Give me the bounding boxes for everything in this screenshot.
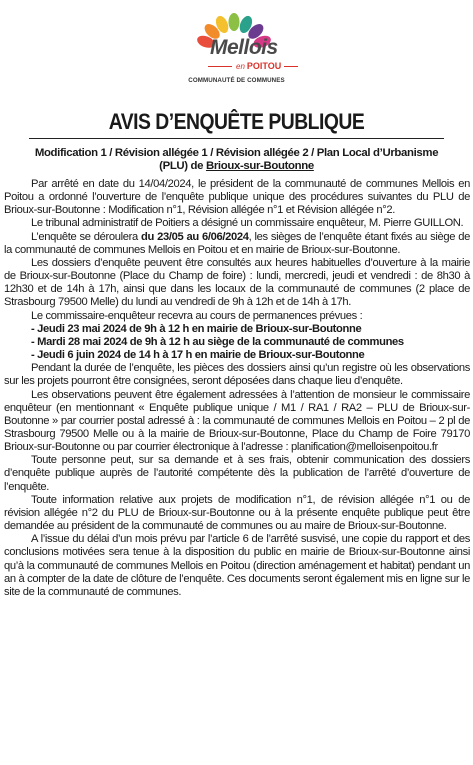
paragraph-dates (4, 231, 470, 257)
logo-line-left (208, 66, 232, 67)
paragraph-decree: Par arrêté en date du 14/04/2024, le président de la communauté de communes Mellois en Poitou a ordonné l’ouverture de l’enquête publique unique des procédures suivantes du PLU de Brioux-sur-Boutonne : Modification n°1, Révision allégée n°1 et Révision allégée n°2. (4, 178, 470, 217)
paragraph-permanences-intro: Le commissaire-enquêteur recevra au cours de permanences prévues : (31, 309, 363, 322)
logo-region-name: POITOU (246, 61, 282, 71)
paragraph-tribunal: Le tribunal administratif de Poitiers a désigné un commissaire enquêteur, M. Pierre GUILLON. (31, 217, 464, 230)
permanence-item-2: - Mardi 28 mai 2024 de 9h à 12 h au siège de la communauté de communes (31, 335, 404, 348)
logo-line-right (284, 66, 298, 67)
logo-brand: Mellois (210, 36, 278, 59)
subtitle-line-2 (6, 160, 467, 173)
paragraph-communication: Toute personne peut, sur sa demande et à ses frais, obtenir communication des dossiers d’enquête publique auprès de l’autorité compétente dès la publication de l’arrêté d’ouverture de l’enquête. (4, 454, 470, 493)
notice-body (4, 178, 470, 599)
paragraph-observations: Les observations peuvent être également adressées à l’attention de monsieur le commissaire enquêteur (en mentionnant « Enquête publique unique / M1 / RA1 / RA2 – PLU de Brioux-sur-Boutonne » par courrier postal adressé à : la communauté de communes Mellois en Poitou – 2 pl de Strasbourg 79500 Melle ou à la mairie de Brioux-sur-Boutonne, Place du Champ de Foire 79170 Brioux-sur-Boutonne ou par courrier électronique à l’adresse : planification@melloisenpoitou.fr (4, 388, 470, 454)
subtitle-commune: Brioux-sur-Boutonne (205, 160, 314, 172)
logo-tagline: COMMUNAUTÉ DE COMMUNES (188, 77, 285, 84)
paragraph-registers: Pendant la durée de l’enquête, les pièces des dossiers ainsi qu’un registre où les observations sur les projets pourront être consignées, seront déposées dans chaque lieu d’enquête. (4, 362, 470, 388)
permanence-item-1: - Jeudi 23 mai 2024 de 9h à 12 h en mairie de Brioux-sur-Boutonne (31, 322, 362, 335)
title-divider (29, 138, 444, 139)
logo (0, 0, 473, 98)
subtitle-line-1: Modification 1 / Révision allégée 1 / Révision allégée 2 / Plan Local d’Urbanisme (34, 147, 439, 159)
paragraph-consultation: Les dossiers d’enquête peuvent être consultés aux heures habituelles d’ouverture à la mairie de Brioux-sur-Boutonne (Place du Champ de foire) : lundi, mercredi, jeudi et vendredi : de 8h30 à 12h30 et de 14h à 17h, ainsi que dans les locaux de la communauté de communes (2 place de Strasbourg 79500 Melle) du lundi au vendredi de 9h à 12h et de 14h à 17h. (4, 256, 470, 309)
logo-petal (229, 13, 240, 31)
notice-title: AVIS D’ENQUÊTE PUBLIQUE (108, 109, 365, 134)
logo-region-en: en (236, 62, 245, 71)
paragraph-information: Toute information relative aux projets de modification n°1, de révision allégée n°1 ou de révision allégée n°2 du PLU de Brioux-sur-Boutonne ou à la présente enquête publique peut être demandée au président de la communauté de communes ou au maire de Brioux-sur-Boutonne. (4, 493, 470, 533)
dates-range: du 23/05 au 6/06/2024 (141, 230, 249, 243)
notice-subtitle (6, 147, 467, 173)
permanence-item-3: - Jeudi 6 juin 2024 de 14 h à 17 h en mairie de Brioux-sur-Boutonne (31, 349, 365, 362)
dates-suffix: , les sièges de l’enquête étant fixés au siège de la communauté de communes Mellois en Poitou et en mairie de Brioux-sur-Boutonne. (4, 230, 470, 256)
subtitle-line-2-prefix: (PLU) de (159, 160, 206, 172)
paragraph-report: A l’issue du délai d’un mois prévu par l’article 6 de l’arrêté susvisé, une copie du rapport et des conclusions motivées sera tenue à la disposition du public en mairie de Brioux-sur-Boutonne ainsi qu’à la communauté de communes Mellois en Poitou (direction aménagement et habitat) pendant un an à compter de la date de clôture de l’enquête. Ces documents seront également mis en ligne sur le site de la communauté de communes. (4, 533, 470, 598)
dates-prefix: L’enquête se déroulera (31, 230, 142, 243)
logo-region (236, 61, 281, 71)
